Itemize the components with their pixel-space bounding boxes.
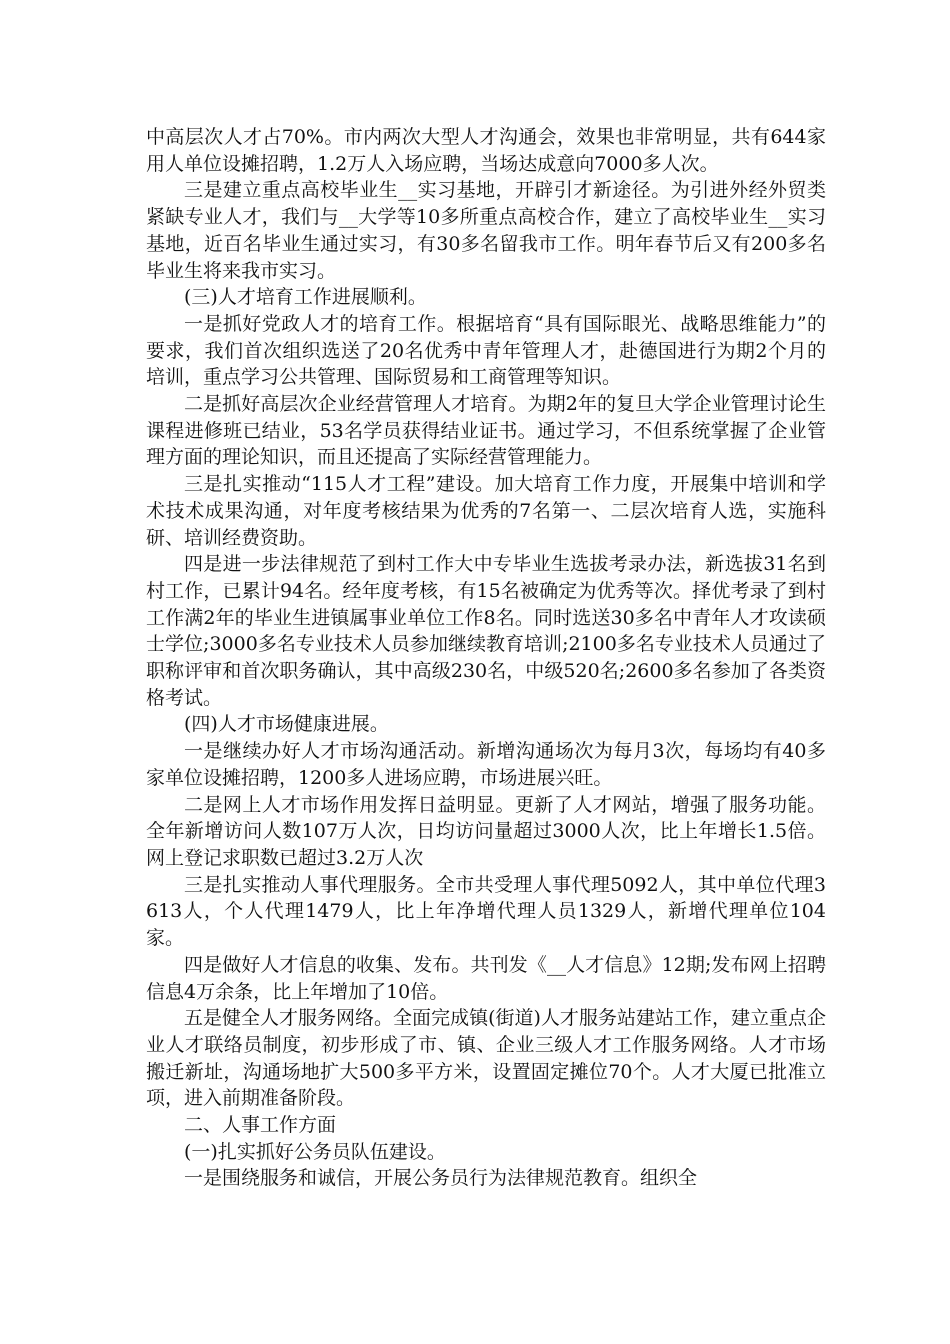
paragraph: 一是抓好党政人才的培育工作。根据培育“具有国际眼光、战略思维能力”的要求，我们首次组织选送了20名优秀中青年管理人才，赴德国进行为期2个月的培训，重点学习公共管理、国际贸易和工商管理等知识。 [146,312,826,389]
paragraph: 二是抓好高层次企业经营管理人才培育。为期2年的复旦大学企业管理讨论生课程进修班已结业，53名学员获得结业证书。通过学习，不但系统掌握了企业管理方面的理论知识，而且还提高了实际经营管理能力。 [146,393,826,469]
paragraph: 二是网上人才市场作用发挥日益明显。更新了人才网站，增强了服务功能。全年新增访问人数107万人次，日均访问量超过3000人次，比上年增长1.5倍。网上登记求职数已超过3.2万人次 [146,793,826,869]
paragraph: 四是进一步法律规范了到村工作大中专毕业生选拔考录办法，新选拔31名到村工作，已累计94名。经年度考核，有15名被确定为优秀等次。择优考录了到村工作满2年的毕业生进镇属事业单位工作8名。同时选送30多名中青年人才攻读硕士学位;3000多名专业技术人员参加继续教育培训;2100多名专业技术人员通过了职称评审和首次职务确认，其中高级230名，中级520名;2600多名参加了各类资格考试。 [146,553,826,709]
document-body [146,124,826,1192]
paragraph: 三是扎实推动人事代理服务。全市共受理人事代理5092人，其中单位代理3613人，个人代理1479人，比上年净增代理人员1329人，新增代理单位104家。 [146,873,826,950]
paragraph: 四是做好人才信息的收集、发布。共刊发《__人才信息》12期;发布网上招聘信息4万余条，比上年增加了10倍。 [146,953,826,1003]
paragraph: 三是扎实推动“115人才工程”建设。加大培育工作力度，开展集中培训和学术技术成果沟通，对年度考核结果为优秀的7名第一、二层次培育人选，实施科研、培训经费资助。 [146,473,826,549]
paragraph: 一是围绕服务和诚信，开展公务员行为法律规范教育。组织全 [184,1167,698,1190]
section-heading: 二、人事工作方面 [184,1114,337,1137]
paragraph: 中高层次人才占70%。市内两次大型人才沟通会，效果也非常明显，共有644家用人单位设摊招聘，1.2万人入场应聘，当场达成意向7000多人次。 [146,126,826,175]
paragraph: 一是继续办好人才市场沟通活动。新增沟通场次为每月3次，每场均有40多家单位设摊招聘，1200多人进场应聘，市场进展兴旺。 [146,740,826,789]
paragraph: 五是健全人才服务网络。全面完成镇(街道)人才服务站建站工作，建立重点企业人才联络员制度，初步形成了市、镇、企业三级人才工作服务网络。人才市场搬迁新址，沟通场地扩大500多平方米，设置固定摊位70个。人才大厦已批准立项，进入前期准备阶段。 [146,1007,826,1110]
paragraph: 三是建立重点高校毕业生__实习基地，开辟引才新途径。为引进外经外贸类紧缺专业人才，我们与__大学等10多所重点高校合作，建立了高校毕业生__实习基地，近百名毕业生通过实习，有30多名留我市工作。明年春节后又有200多名毕业生将来我市实习。 [146,179,826,282]
section-heading: (三)人才培育工作进展顺利。 [184,286,427,309]
section-heading: (四)人才市场健康进展。 [184,713,389,736]
section-heading: (一)扎实抓好公务员队伍建设。 [184,1140,446,1163]
